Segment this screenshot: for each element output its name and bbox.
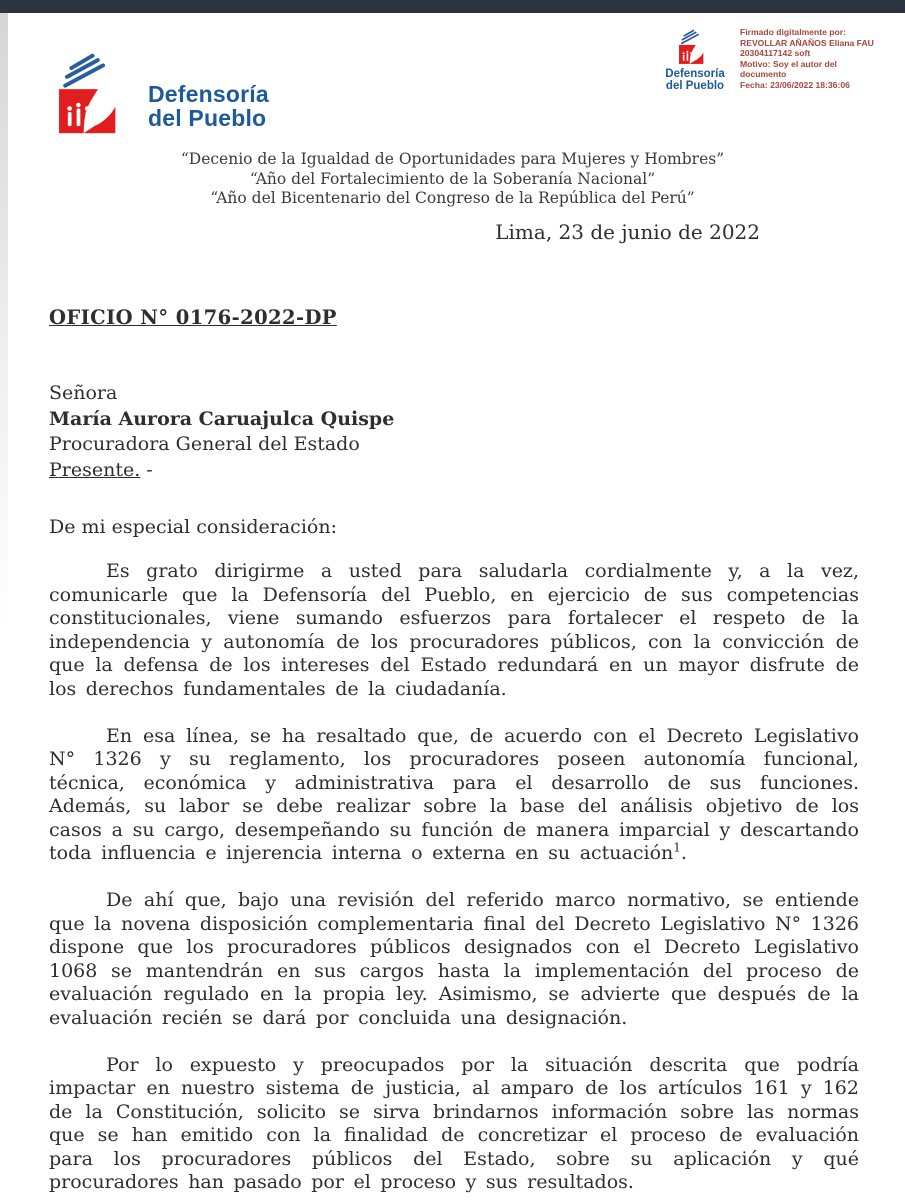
- stamp-line: Firmado digitalmente por:: [740, 27, 846, 37]
- greeting-line: De mi especial consideración:: [49, 516, 337, 538]
- paragraph-2: [49, 725, 859, 866]
- stamp-line: Fecha: 23/06/2022 18:36:06: [740, 79, 850, 90]
- presente-tail: -: [140, 458, 153, 481]
- brand-line1: Defensoría: [148, 81, 269, 107]
- viewer-top-bar: [0, 0, 905, 13]
- recipient-presente: [49, 458, 394, 484]
- motto-line: “Decenio de la Igualdad de Oportunidades para Mujeres y Hombres”: [180, 150, 725, 168]
- paragraph-1: Es grato dirigirme a usted para saludarla cordialmente y, a la vez, comunicarle que la Defensoría del Pueblo, en ejercicio de sus competencias constitucionales, viene sumando esfuerzos para fortalecer el respeto de la independencia y autonomía de los procuradores públicos, con la convicción de que la defensa de los intereses del Estado redundará en un mayor disfrute de los derechos fundamentales de la ciudadanía.: [49, 560, 859, 700]
- recipient-role: Procuradora General del Estado: [49, 433, 360, 455]
- letter-body: [49, 560, 859, 1200]
- paragraph-2-text: En esa línea, se ha resaltado que, de acuerdo con el Decreto Legislativo N° 1326 y su reglamento, los procuradores poseen autonomía funcional, técnica, económica y administrativa para el desarrollo de sus funciones. Además, su labor se debe realizar sobre la base del análisis objetivo de los casos a su cargo, desempeñando su función de manera imparcial y descartando toda influencia e injerencia interna o externa en su actuación: [49, 724, 859, 864]
- motto-line: “Año del Fortalecimiento de la Soberanía Nacional”: [249, 169, 656, 188]
- defensoria-logo-left: [52, 48, 282, 140]
- digital-signature-stamp: [740, 27, 902, 91]
- oficio-number: OFICIO N° 0176-2022-DP: [49, 306, 337, 329]
- paragraph-2-tail: .: [680, 842, 687, 864]
- motto-block: [0, 150, 905, 209]
- brand-wordmark-left: [148, 82, 269, 130]
- paragraph-3: De ahí que, bajo una revisión del referido marco normativo, se entiende que la novena disposición complementaria final del Decreto Legislativo N° 1326 dispone que los procuradores públicos designados con el Decreto Legislativo 1068 se mantendrán en sus cargos hasta la implementación del proceso de evaluación regulado en la propia ley. Asimismo, se advierte que después de la evaluación recién se dará por concluida una designación.: [49, 889, 859, 1029]
- motto-line: “Año del Bicentenario del Congreso de la República del Perú”: [210, 189, 695, 207]
- footnote-marker: 1: [673, 840, 681, 855]
- hand-logo-icon: [676, 28, 714, 66]
- page-left-edge: [0, 13, 8, 633]
- stamp-line: REVOLLAR AÑAÑOS Eliana FAU: [740, 37, 874, 48]
- date-line: Lima, 23 de junio de 2022: [495, 220, 760, 244]
- presente-label: Presente.: [49, 458, 141, 481]
- recipient-name: María Aurora Caruajulca Quispe: [49, 407, 395, 430]
- brand-line2: del Pueblo: [148, 105, 267, 131]
- brand-line2: del Pueblo: [665, 80, 725, 92]
- brand-wordmark-right: [656, 68, 734, 92]
- recipient-block: [49, 381, 394, 483]
- stamp-line: 20304117142 soft: [740, 48, 811, 59]
- hand-logo-icon: [52, 50, 140, 138]
- stamp-line: Motivo: Soy el autor del: [740, 58, 837, 69]
- defensoria-logo-right: [656, 28, 734, 92]
- recipient-salutation: Señora: [49, 382, 118, 404]
- brand-line1: Defensoría: [665, 68, 725, 80]
- paragraph-4: Por lo expuesto y preocupados por la situación descrita que podría impactar en nuestro sistema de justicia, al amparo de los artículos 161 y 162 de la Constitución, solicito se sirva brindarnos información sobre las normas que se han emitido con la finalidad de concretizar el proceso de evaluación para los procuradores públicos del Estado, sobre su aplicación y qué procuradores han pasado por el proceso y sus resultados.: [49, 1053, 859, 1193]
- stamp-line: documento: [740, 69, 787, 80]
